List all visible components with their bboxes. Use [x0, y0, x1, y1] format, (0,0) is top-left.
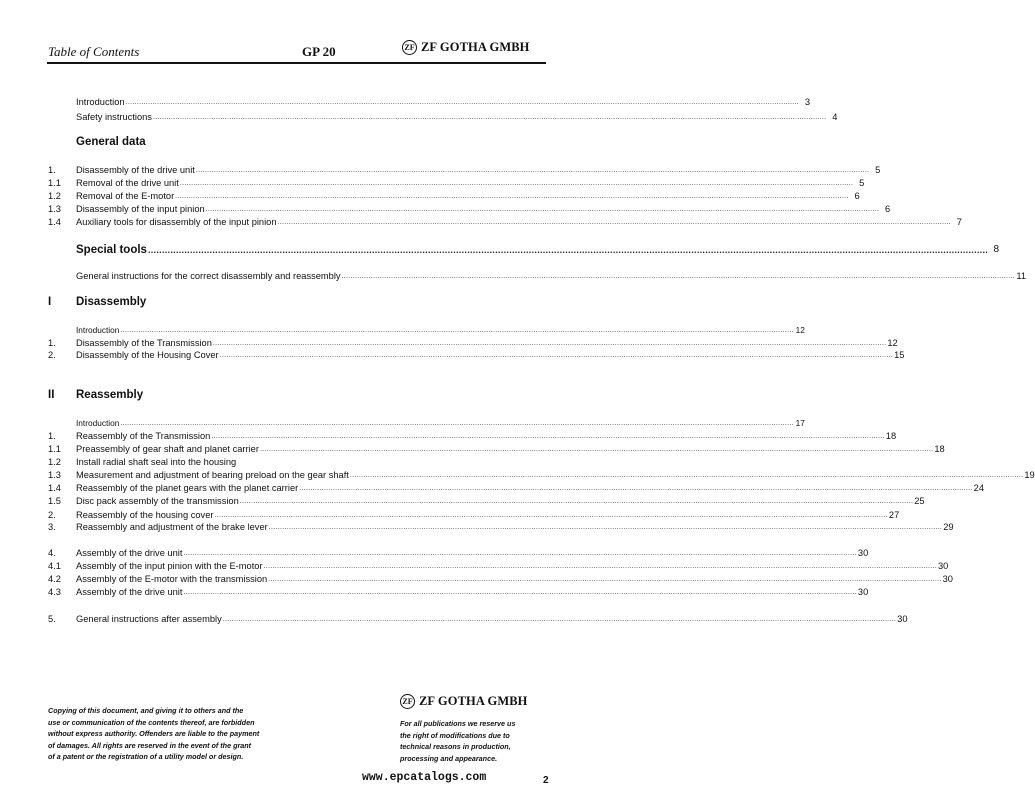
- section-number-reassembly: II: [48, 389, 55, 401]
- toc-entry-special-tools: [48, 243, 1000, 257]
- entry-page: 3: [804, 97, 811, 107]
- entry-number: 1.4: [48, 483, 61, 493]
- dot-leader: ............................................................................................................................................................................................................................................................................................................: [211, 433, 885, 440]
- watermark-url: www.epcatalogs.com: [362, 771, 487, 784]
- entry-number: 1.: [48, 165, 56, 175]
- entry-title: Disassembly of the input pinion: [76, 204, 205, 214]
- entry-page: 6: [854, 191, 860, 201]
- entry-title: General instructions for the correct disassembly and reassembly: [76, 271, 341, 281]
- entry-number: 1.5: [48, 496, 61, 506]
- notice-line: of a patent or the registration of a utility model or design.: [48, 752, 244, 761]
- entry-number: 1.4: [48, 217, 61, 227]
- dot-leader: ............................................................................................................................................................................................................................................................................................................: [212, 340, 887, 347]
- entry-number: 1.1: [48, 178, 61, 188]
- entry-page: 5: [875, 165, 881, 175]
- entry-title: Special tools: [76, 244, 147, 256]
- zf-logo-icon: ZF: [402, 40, 417, 55]
- dot-leader: ............................................................................................................................................................................................................................................................................................................: [125, 99, 800, 106]
- entry-number: 1.3: [48, 204, 61, 214]
- toc-entry: [48, 496, 925, 507]
- dot-leader: ............................................................................................................................................................................................................................................................................................................: [120, 420, 794, 427]
- section-heading-reassembly: Reassembly: [76, 389, 144, 401]
- toc-entry: [48, 178, 865, 189]
- dot-leader: ............................................................................................................................................................................................................................................................................................................: [263, 563, 937, 570]
- toc-entry: [48, 418, 805, 429]
- dot-leader: ............................................................................................................................................................................................................................................................................................................: [183, 550, 857, 557]
- dot-leader: ............................................................................................................................................................................................................................................................................................................: [152, 114, 827, 121]
- entry-title: Reassembly of the Transmission: [76, 431, 211, 441]
- dot-leader: ............................................................................................................................................................................................................................................................................................................: [268, 524, 943, 531]
- footer-company-name: ZF GOTHA GMBH: [419, 694, 528, 708]
- notice-line: Copying of this document, and giving it to others and the: [48, 706, 244, 715]
- entry-page: 30: [942, 574, 953, 584]
- entry-page: 30: [897, 614, 908, 624]
- entry-title: Reassembly and adjustment of the brake lever: [76, 522, 268, 532]
- toc-entry: [48, 561, 949, 572]
- modification-notice: [400, 718, 550, 764]
- dot-leader: ............................................................................................................................................................................................................................................................................................................: [222, 616, 897, 623]
- page-number: 2: [543, 775, 549, 786]
- dot-leader: ............................................................................................................................................................................................................................................................................................................: [175, 193, 849, 200]
- toc-entry: [48, 204, 891, 215]
- dot-leader: ............................................................................................................................................................................................................................................................................................................: [299, 485, 973, 492]
- dot-leader: ............................................................................................................................................................................................................................................................................................................: [349, 472, 1024, 479]
- notice-line: of damages. All rights are reserved in the event of the grant: [48, 740, 252, 750]
- toc-entry: [48, 614, 908, 625]
- entry-title: Reassembly of the planet gears with the planet carrier: [76, 483, 299, 493]
- entry-page: 11: [1016, 271, 1027, 281]
- notice-line: technical reasons in production,: [400, 742, 511, 751]
- entry-page: 18: [934, 444, 945, 454]
- toc-entry: [48, 587, 869, 598]
- entry-page: 4: [832, 112, 838, 122]
- entry-page: 29: [943, 522, 954, 532]
- entry-number: 1.3: [48, 470, 61, 480]
- entry-number: 1.: [48, 431, 56, 441]
- entry-page: 30: [938, 561, 949, 571]
- entry-number: 4.1: [48, 561, 61, 571]
- toc-entry: [48, 574, 953, 585]
- section-number-disassembly: I: [48, 296, 52, 308]
- entry-title: Measurement and adjustment of bearing preload on the gear shaft: [76, 470, 349, 480]
- entry-page: 18: [885, 431, 897, 441]
- entry-page: 12: [887, 338, 898, 348]
- document-title: Table of Contents: [48, 44, 140, 59]
- notice-line: without express authority. Offenders are liable to the payment: [48, 729, 260, 738]
- dot-leader: ............................................................................................................................................................................................................................................................................................................: [195, 167, 870, 174]
- company-name: ZF GOTHA GMBH: [421, 40, 530, 54]
- entry-number: 1.: [48, 338, 56, 348]
- toc-entry: [48, 470, 1035, 481]
- toc-entry: [48, 112, 838, 123]
- toc-entry: [48, 325, 805, 336]
- entry-page: 7: [956, 217, 962, 227]
- notice-line: use or communication of the contents thereof, are forbidden: [48, 717, 255, 727]
- entry-page: 5: [859, 178, 865, 188]
- footer-company-logo: [400, 694, 527, 709]
- entry-page: 25: [914, 496, 925, 506]
- entry-title: Assembly of the E-motor with the transmission: [76, 574, 268, 584]
- entry-page: 6: [884, 204, 891, 214]
- toc-entry: [48, 548, 869, 559]
- entry-number: 4.2: [48, 574, 61, 584]
- dot-leader: ............................................................................................................................................................................................................................................................................................................: [205, 206, 880, 213]
- toc-entry: [48, 350, 905, 361]
- dot-leader: ............................................................................................................................................................................................................................................................................................................: [219, 352, 894, 359]
- entry-title: Auxiliary tools for disassembly of the input pinion: [76, 217, 277, 227]
- entry-number: 3.: [48, 522, 56, 532]
- entry-number: 1.2: [48, 191, 61, 201]
- toc-entry: [48, 338, 898, 349]
- toc-entry: [48, 191, 860, 202]
- entry-title: Install radial shaft seal into the housing: [76, 457, 237, 467]
- entry-page: 30: [857, 587, 869, 597]
- dot-leader: ............................................................................................................................................................................................................................................................................................................: [179, 180, 854, 187]
- dot-leader: ............................................................................................................................................................................................................................................................................................................: [214, 512, 888, 519]
- dot-leader: ............................................................................................................................................................................................................................................................................................................: [120, 327, 794, 334]
- entry-title: Disassembly of the drive unit: [76, 165, 195, 175]
- zf-logo-icon: ZF: [400, 694, 415, 709]
- entry-page: 15: [894, 350, 905, 360]
- entry-page: 17: [795, 418, 805, 428]
- entry-page: 24: [973, 483, 985, 493]
- entry-title: General instructions after assembly: [76, 614, 222, 624]
- entry-page: 8: [993, 244, 1000, 255]
- entry-number: 4.: [48, 548, 56, 558]
- entry-title: Assembly of the drive unit: [76, 587, 183, 597]
- section-heading-general-data: General data: [76, 136, 146, 148]
- dot-leader: ............................................................................................................................................................................................................................................................................................................: [259, 446, 934, 453]
- toc-entry: [48, 522, 954, 533]
- entry-number: 5.: [48, 614, 56, 624]
- dot-leader: ............................................................................................................................................................................................................................................................................................................: [183, 589, 857, 596]
- dot-leader: ............................................................................................................................................................................................................................................................................................................: [341, 273, 1016, 280]
- entry-number: 2.: [48, 350, 56, 360]
- entry-title: Introduction: [76, 325, 120, 335]
- entry-page: 27: [888, 510, 900, 520]
- notice-line: For all publications we reserve us: [400, 719, 516, 728]
- entry-title: Introduction: [76, 97, 125, 107]
- entry-number: 1.1: [48, 444, 61, 454]
- dot-leader: ............................................................................................................................................................................................................................................................................................................: [268, 576, 942, 583]
- copyright-notice: [48, 705, 308, 763]
- entry-title: Preassembly of gear shaft and planet carrier: [76, 444, 259, 454]
- dot-leader: ............................................................................................................................................................................................................................................................................................................: [147, 245, 989, 255]
- entry-number: 1.2: [48, 457, 61, 467]
- entry-title: Removal of the E-motor: [76, 191, 175, 201]
- entry-title: Disassembly of the Housing Cover: [76, 350, 219, 360]
- toc-entry: [48, 217, 962, 228]
- toc-entry: [48, 165, 881, 176]
- dot-leader: ............................................................................................................................................................................................................................................................................................................: [239, 498, 914, 505]
- toc-entry: [48, 444, 945, 455]
- entry-number: 2.: [48, 510, 56, 520]
- notice-line: the right of modifications due to: [400, 730, 510, 740]
- entry-title: Disassembly of the Transmission: [76, 338, 212, 348]
- entry-page: 19: [1024, 470, 1035, 480]
- entry-page: 12: [795, 325, 805, 335]
- notice-line: processing and appearance.: [400, 753, 498, 763]
- toc-entry: [48, 457, 545, 468]
- toc-entry: [48, 97, 811, 108]
- model-label: GP 20: [302, 44, 336, 59]
- entry-title: Removal of the drive unit: [76, 178, 179, 188]
- entry-title: Safety instructions: [76, 112, 152, 122]
- toc-entry: [48, 483, 985, 494]
- entry-title: Introduction: [76, 418, 120, 428]
- entry-title: Reassembly of the housing cover: [76, 510, 214, 520]
- entry-title: Disc pack assembly of the transmission: [76, 496, 239, 506]
- toc-entry-general-instructions: [48, 271, 1027, 282]
- entry-page: 30: [857, 548, 869, 558]
- entry-number: 4.3: [48, 587, 61, 597]
- toc-entry: [48, 510, 900, 521]
- toc-entry: [48, 431, 897, 442]
- dot-leader: ............................................................................................................................................................................................................................................................................................................: [277, 219, 951, 226]
- section-heading-disassembly: Disassembly: [76, 296, 147, 308]
- entry-title: Assembly of the input pinion with the E-motor: [76, 561, 263, 571]
- entry-title: Assembly of the drive unit: [76, 548, 183, 558]
